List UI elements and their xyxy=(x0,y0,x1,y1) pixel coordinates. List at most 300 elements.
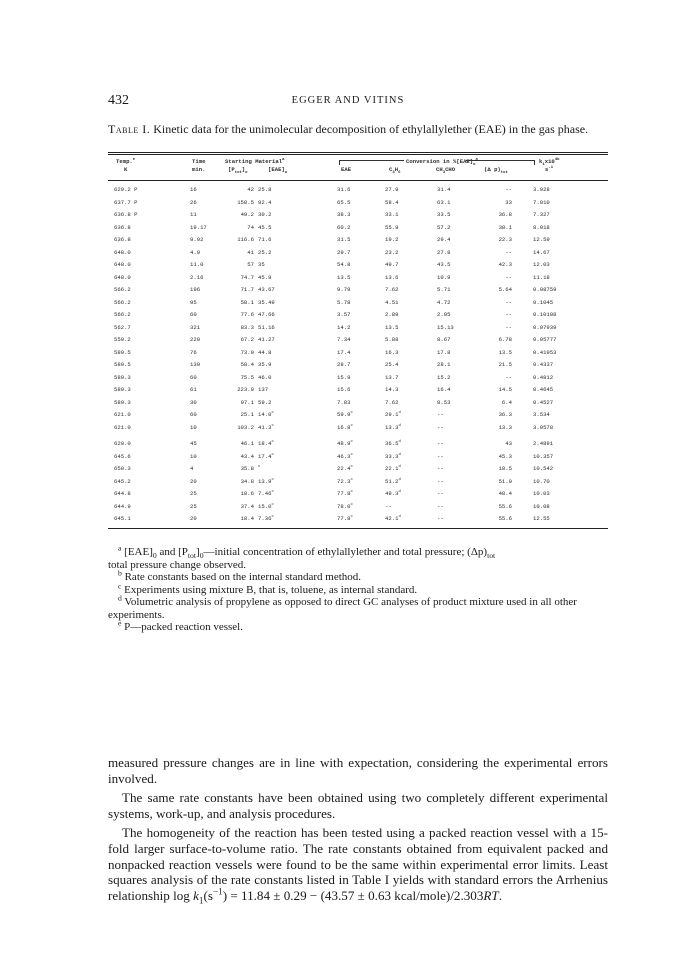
cell-temp: 645.1 xyxy=(114,515,131,522)
cell-time: 11.0 xyxy=(190,261,204,268)
cell-temp: 589.5 xyxy=(114,348,131,356)
cell-k1: 0.4527 xyxy=(533,398,554,406)
cell-k1: 14.67 xyxy=(533,248,550,256)
footnote-c: $^c$ Experiments using mixture B, that is, toluene, as internal standard. xyxy=(118,580,418,596)
cell-conv-ch3cho: 57.2 xyxy=(437,223,451,231)
cell-eae-initial: 35.49 xyxy=(258,298,275,306)
cell-dp-tot: -- xyxy=(505,248,512,256)
cell-dp-tot: -- xyxy=(505,273,512,281)
footnote-a-cont: total pressure change observed. xyxy=(108,558,247,571)
cell-conv-ch3cho: -- xyxy=(437,411,444,418)
cell-conv-c3h6: -- xyxy=(385,502,392,510)
cell-conv-ch3cho: 43.5 xyxy=(437,261,451,268)
header-temp: Temp.$^e$ xyxy=(116,158,136,165)
cell-temp: 648.0 xyxy=(114,261,131,268)
cell-temp: 636.8 xyxy=(114,223,131,231)
cell-conv-c3h6: 51.2$^d$ xyxy=(385,477,401,485)
cell-k1: 0.05777 xyxy=(533,336,557,343)
cell-conv-eae: 7.34 xyxy=(337,336,351,343)
footnotes xyxy=(108,543,608,634)
cell-ptot: 103.2 xyxy=(237,423,254,431)
table-row xyxy=(0,261,696,270)
cell-temp: 650.3 xyxy=(114,465,131,472)
cell-conv-ch3cho: 2.95 xyxy=(437,311,451,318)
cell-eae-initial: 13.9$^c$ xyxy=(258,477,274,485)
cell-eae-initial: 137 xyxy=(258,386,269,393)
cell-conv-eae: 48.9$^c$ xyxy=(337,440,353,447)
cell-conv-ch3cho: 29.4 xyxy=(437,236,451,243)
cell-ptot: 116.6 xyxy=(237,236,254,243)
cell-dp-tot: 36.8 xyxy=(498,211,512,218)
cell-conv-eae: 22.4$^c$ xyxy=(337,465,353,472)
table-row xyxy=(0,453,696,462)
cell-ptot: 41 xyxy=(247,248,254,256)
cell-conv-eae: 78.0$^c$ xyxy=(337,502,353,510)
cell-k1: 0.41953 xyxy=(533,348,557,356)
table-row xyxy=(0,515,696,524)
cell-conv-ch3cho: 8.67 xyxy=(437,336,451,343)
cell-eae-initial: 25.8 xyxy=(258,186,272,193)
table-row xyxy=(0,374,696,383)
cell-dp-tot: 55.6 xyxy=(498,515,512,522)
cell-ptot: 77.6 xyxy=(240,311,254,318)
cell-conv-eae: 5.78 xyxy=(337,298,351,306)
cell-temp: 645.2 xyxy=(114,477,131,485)
cell-dp-tot: 55.6 xyxy=(498,502,512,510)
table-row xyxy=(0,478,696,487)
cell-ptot: 73.0 xyxy=(240,348,254,356)
cell-time: 9.92 xyxy=(190,236,204,243)
table-row xyxy=(0,199,696,208)
cell-ptot: 49.2 xyxy=(240,211,254,218)
cell-dp-tot: 6.4 xyxy=(501,398,512,406)
footnote-e: $^e$ P—packed reaction vessel. xyxy=(118,618,243,633)
conversion-bracket-right xyxy=(466,160,535,165)
cell-conv-c3h6: 33.3$^d$ xyxy=(385,452,401,460)
cell-k1: 0.10108 xyxy=(533,311,557,318)
table-row xyxy=(0,361,696,370)
cell-conv-c3h6: 49.3$^d$ xyxy=(385,490,401,497)
cell-dp-tot: 5.64 xyxy=(498,286,512,293)
cell-temp: 566.2 xyxy=(114,286,131,293)
conversion-bracket-left xyxy=(339,160,404,165)
cell-conv-c3h6: 2.89 xyxy=(385,311,399,318)
cell-ptot: 223.9 xyxy=(237,386,254,393)
cell-conv-ch3cho: -- xyxy=(437,440,444,447)
cell-conv-c3h6: 13.6 xyxy=(385,273,399,281)
table-row xyxy=(0,465,696,474)
cell-conv-ch3cho: 27.8 xyxy=(437,248,451,256)
cell-eae-initial: 43.67 xyxy=(258,286,275,293)
cell-conv-eae: 46.3$^c$ xyxy=(337,452,353,460)
page-number: 432 xyxy=(108,93,129,108)
cell-temp: 645.6 xyxy=(114,452,131,460)
cell-time: 20 xyxy=(190,515,197,522)
cell-ptot: 58.4 xyxy=(240,361,254,368)
cell-dp-tot: 22.3 xyxy=(498,236,512,243)
table-row xyxy=(0,490,696,499)
body-paragraph-1: measured pressure changes are in line with expectation, considering the experimental errors involved. xyxy=(108,755,608,786)
table-row xyxy=(0,336,696,345)
cell-k1: 7.010 xyxy=(533,198,550,206)
cell-eae-initial: 59.2 xyxy=(258,398,272,406)
cell-ptot: 97.1 xyxy=(240,398,254,406)
cell-conv-eae: 77.8$^c$ xyxy=(337,515,353,522)
cell-time: 321 xyxy=(190,323,201,331)
cell-time: 19.17 xyxy=(190,223,207,231)
cell-eae-initial: 18.4$^c$ xyxy=(258,440,274,447)
cell-eae-initial: 71.6 xyxy=(258,236,272,243)
header-time: Time xyxy=(192,158,206,165)
cell-conv-eae: 59.9$^c$ xyxy=(337,411,353,418)
cell-eae-initial: 45.5 xyxy=(258,223,272,231)
cell-conv-eae: 77.8$^c$ xyxy=(337,490,353,497)
cell-dp-tot: 18.5 xyxy=(498,465,512,472)
cell-conv-ch3cho: 15.2 xyxy=(437,373,451,381)
cell-eae-initial: 92.4 xyxy=(258,198,272,206)
cell-eae-initial: 14.0$^c$ xyxy=(258,411,274,418)
cell-k1: 12.59 xyxy=(533,236,550,243)
cell-conv-c3h6: 49.7 xyxy=(385,261,399,268)
cell-conv-ch3cho: 10.9 xyxy=(437,273,451,281)
cell-temp: 566.2 xyxy=(114,311,131,318)
cell-conv-ch3cho: -- xyxy=(437,452,444,460)
cell-conv-eae: 28.7 xyxy=(337,361,351,368)
cell-conv-ch3cho: -- xyxy=(437,515,444,522)
cell-conv-c3h6: 16.3 xyxy=(385,348,399,356)
table-row xyxy=(0,324,696,333)
cell-k1: 11.18 xyxy=(533,273,550,281)
cell-k1: 10.08 xyxy=(533,502,550,510)
footnote-b: $^b$ Rate constants based on the internal standard method. xyxy=(118,568,362,583)
cell-ptot: 18.6 xyxy=(240,490,254,497)
cell-time: 60 xyxy=(190,311,197,318)
cell-conv-eae: 13.5 xyxy=(337,273,351,281)
header-col-c3h6: $C_3H_6$ xyxy=(389,166,401,176)
cell-conv-eae: 14.2 xyxy=(337,323,351,331)
cell-time: 20 xyxy=(190,477,197,485)
table-row xyxy=(0,224,696,233)
cell-dp-tot: 6.78 xyxy=(498,336,512,343)
cell-eae-initial: 35.9 xyxy=(258,361,272,368)
table-bottom-rule xyxy=(108,528,608,529)
cell-conv-c3h6: 4.51 xyxy=(385,298,399,306)
cell-eae-initial: 51.16 xyxy=(258,323,275,331)
cell-eae-initial: 41.3$^c$ xyxy=(258,423,274,431)
cell-conv-c3h6: 5.88 xyxy=(385,336,399,343)
cell-time: 4 xyxy=(190,465,194,472)
header-eae-initial: $[EAE]_o$ xyxy=(268,166,288,176)
body-text xyxy=(108,755,608,907)
cell-conv-eae: 15.6 xyxy=(337,386,351,393)
cell-conv-eae: 7.83 xyxy=(337,398,351,406)
cell-conv-ch3cho: 4.72 xyxy=(437,298,451,306)
cell-conv-eae: 31.6 xyxy=(337,186,351,193)
cell-conv-eae: 15.9 xyxy=(337,373,351,381)
cell-dp-tot: -- xyxy=(505,373,512,381)
table-header-row-2 xyxy=(0,166,696,175)
cell-dp-tot: 14.5 xyxy=(498,386,512,393)
cell-conv-c3h6: 25.4 xyxy=(385,361,399,368)
table-row xyxy=(0,503,696,512)
cell-temp: 636.8 xyxy=(114,236,131,243)
cell-time: 61 xyxy=(190,386,197,393)
cell-dp-tot: 33 xyxy=(505,198,512,206)
table-row xyxy=(0,274,696,283)
cell-ptot: 25.1 xyxy=(240,411,254,418)
cell-ptot: 18.4 xyxy=(240,515,254,522)
footnote-a: $^a$ $[EAE]_0$ and $[P_{tot}]_0—initial$ concentration of ethylallylether and total pressure; $(\Delta p)_{tot}$ xyxy=(118,543,496,561)
cell-eae-initial: 7.46$^c$ xyxy=(258,490,274,497)
cell-temp: 589.5 xyxy=(114,361,131,368)
table-row xyxy=(0,411,696,420)
cell-temp: 566.2 xyxy=(114,298,131,306)
cell-conv-c3h6: 33.1 xyxy=(385,211,399,218)
cell-dp-tot: 48.4 xyxy=(498,490,512,497)
cell-k1: 7.327 xyxy=(533,211,550,218)
cell-conv-ch3cho: 33.5 xyxy=(437,211,451,218)
table-row xyxy=(0,440,696,449)
table-top-rule xyxy=(108,152,608,153)
cell-conv-ch3cho: 28.1 xyxy=(437,361,451,368)
cell-k1: 3.534 xyxy=(533,411,550,418)
cell-temp: 559.2 xyxy=(114,336,131,343)
cell-conv-ch3cho: -- xyxy=(437,490,444,497)
cell-k1: 0.4645 xyxy=(533,386,554,393)
cell-conv-eae: 65.5 xyxy=(337,198,351,206)
cell-conv-eae: 60.2 xyxy=(337,223,351,231)
cell-dp-tot: 13.5 xyxy=(498,348,512,356)
cell-ptot: 43.4 xyxy=(240,452,254,460)
cell-conv-c3h6: 29.1$^d$ xyxy=(385,411,401,418)
cell-time: 2.16 xyxy=(190,273,204,281)
cell-conv-c3h6: 7.62 xyxy=(385,286,399,293)
cell-temp: 620.0 xyxy=(114,440,131,447)
header-col-ch3cho: $CH_3CHO$ xyxy=(436,166,456,176)
table-row xyxy=(0,386,696,395)
cell-eae-initial: 35 xyxy=(258,261,265,268)
cell-time: 26 xyxy=(190,198,197,206)
cell-dp-tot: 13.3 xyxy=(498,423,512,431)
cell-time: 60 xyxy=(190,411,197,418)
cell-temp: 621.0 xyxy=(114,423,131,431)
cell-dp-tot: 42.3 xyxy=(498,261,512,268)
cell-time: 10 xyxy=(190,423,197,431)
cell-ptot: 42 xyxy=(247,186,254,193)
cell-conv-eae: 3.57 xyxy=(337,311,351,318)
cell-conv-ch3cho: -- xyxy=(437,465,444,472)
cell-ptot: 74 xyxy=(247,223,254,231)
cell-temp: 589.3 xyxy=(114,398,131,406)
cell-eae-initial: 7.36$^c$ xyxy=(258,515,274,522)
cell-time: 130 xyxy=(190,361,201,368)
cell-conv-c3h6: 13.3$^d$ xyxy=(385,423,401,431)
table-row xyxy=(0,299,696,308)
cell-conv-eae: 29.7 xyxy=(337,248,351,256)
cell-conv-ch3cho: 5.71 xyxy=(437,286,451,293)
cell-temp: 644.8 xyxy=(114,490,131,497)
table-row xyxy=(0,236,696,245)
cell-ptot: 37.4 xyxy=(240,502,254,510)
cell-k1: 3.0578 xyxy=(533,423,554,431)
cell-temp: 562.7 xyxy=(114,323,131,331)
cell-time: 220 xyxy=(190,336,201,343)
table-row xyxy=(0,186,696,195)
header-ptot: $[P_{tot}]_o$ xyxy=(228,166,248,176)
header-conversion: Conversion in $\%[EAE]_o^a$ xyxy=(406,158,478,168)
cell-dp-tot: -- xyxy=(505,311,512,318)
cell-ptot: 46.1 xyxy=(240,440,254,447)
cell-conv-c3h6: 13.7 xyxy=(385,373,399,381)
cell-ptot: 35.8 xyxy=(240,465,254,472)
cell-eae-initial: 44.8 xyxy=(258,348,272,356)
cell-eae-initial: 30.2 xyxy=(258,211,272,218)
footnote-d: $^d$ Volumetric analysis of propylene as opposed to direct GC analyses of product mixture used in all other experiments. xyxy=(108,593,577,621)
cell-eae-initial: 25.2 xyxy=(258,248,272,256)
cell-time: 25 xyxy=(190,502,197,510)
header-col-dp: (Δ $p)_{tot}$ xyxy=(484,166,508,176)
cell-k1: 12.55 xyxy=(533,515,550,522)
cell-temp: 644.9 xyxy=(114,502,131,510)
cell-conv-ch3cho: 63.1 xyxy=(437,198,451,206)
cell-dp-tot: -- xyxy=(505,186,512,193)
cell-temp: 648.0 xyxy=(114,273,131,281)
cell-eae-initial: 47.66 xyxy=(258,311,275,318)
cell-dp-tot: 43 xyxy=(505,440,512,447)
cell-dp-tot: -- xyxy=(505,298,512,306)
header-time-unit: min. xyxy=(192,166,206,173)
table-header-rule xyxy=(108,180,608,181)
cell-ptot: 57 xyxy=(247,261,254,268)
table-row xyxy=(0,311,696,320)
table-row xyxy=(0,286,696,295)
cell-conv-ch3cho: -- xyxy=(437,423,444,431)
header-k1: $k_1x10^{4b}$ xyxy=(539,158,560,168)
cell-conv-ch3cho: -- xyxy=(437,502,444,510)
cell-time: 30 xyxy=(190,398,197,406)
cell-k1: 10.357 xyxy=(533,452,554,460)
table-top-rule-2 xyxy=(108,154,608,155)
cell-k1: 0.4812 xyxy=(533,373,554,381)
running-head: EGGER AND VITINS xyxy=(291,95,405,106)
table-caption-text: Kinetic data for the unimolecular decomposition of ethylallylether (EAE) in the gas phase. xyxy=(153,122,589,136)
cell-temp: 621.0 xyxy=(114,411,131,418)
cell-time: 11 xyxy=(190,211,197,218)
table-row xyxy=(0,399,696,408)
cell-conv-eae: 9.79 xyxy=(337,286,351,293)
cell-conv-c3h6: 36.5$^d$ xyxy=(385,440,401,447)
cell-k1: 10.03 xyxy=(533,490,550,497)
cell-k1: 0.4337 xyxy=(533,361,554,368)
cell-conv-eae: 16.8$^c$ xyxy=(337,423,353,431)
cell-ptot: 58.1 xyxy=(240,298,254,306)
body-paragraph-3: The homogeneity of the reaction has been tested using a packed reaction vessel with a 15-fold larger surface-to-volume ratio. The rate constants obtained from equivalent packed and nonpacked reaction vessels were found to be the same within experimental error limits. Least squares analysis of the rate constants listed in Table I yields with standard errors the Arrhenius relationship $\log k_1(s^{-1}) = 11.84 \pm 0.29 - (43.57 \pm 0.63$ kcal/mole)/2.303RT. xyxy=(108,825,608,906)
cell-eae-initial: 41.27 xyxy=(258,336,275,343)
cell-k1: 0.07939 xyxy=(533,323,557,331)
cell-conv-c3h6: 22.1$^d$ xyxy=(385,465,401,472)
cell-time: 76 xyxy=(190,348,197,356)
cell-k1: 2.4891 xyxy=(533,440,554,447)
cell-ptot: 75.5 xyxy=(240,373,254,381)
cell-ptot: 74.7 xyxy=(240,273,254,281)
cell-temp: 589.3 xyxy=(114,386,131,393)
cell-k1: 12.03 xyxy=(533,261,550,268)
cell-conv-ch3cho: 8.53 xyxy=(437,398,451,406)
body-paragraph-2: The same rate constants have been obtained using two completely different experimental systems, work-up, and analysis procedures. xyxy=(108,790,608,821)
cell-conv-eae: 17.4 xyxy=(337,348,351,356)
cell-conv-c3h6: 58.4 xyxy=(385,198,399,206)
cell-time: 196 xyxy=(190,286,201,293)
cell-dp-tot: 38.1 xyxy=(498,223,512,231)
cell-k1: 10.542 xyxy=(533,465,554,472)
cell-k1: 3.928 xyxy=(533,186,550,193)
header-k1-unit: $s^{-1}$ xyxy=(545,166,554,173)
cell-temp: 648.0 xyxy=(114,248,131,256)
cell-conv-eae: 31.5 xyxy=(337,236,351,243)
cell-dp-tot: 36.3 xyxy=(498,411,512,418)
cell-eae-initial: 15.0$^c$ xyxy=(258,502,274,510)
cell-conv-eae: 72.3$^c$ xyxy=(337,477,353,485)
cell-time: 4.0 xyxy=(190,248,201,256)
cell-conv-c3h6: 19.2 xyxy=(385,236,399,243)
cell-dp-tot: -- xyxy=(505,323,512,331)
cell-conv-c3h6: 55.9 xyxy=(385,223,399,231)
cell-conv-c3h6: 27.9 xyxy=(385,186,399,193)
cell-time: 10 xyxy=(190,452,197,460)
cell-conv-eae: 38.3 xyxy=(337,211,351,218)
cell-dp-tot: 51.0 xyxy=(498,477,512,485)
header-starting-material: Starting Material$^a$ xyxy=(225,158,285,165)
cell-conv-eae: 54.8 xyxy=(337,261,351,268)
cell-k1: 0.1045 xyxy=(533,298,554,306)
table-row xyxy=(0,424,696,433)
cell-temp: 637.7 P xyxy=(114,198,138,206)
cell-conv-ch3cho: 31.4 xyxy=(437,186,451,193)
cell-conv-ch3cho: 17.8 xyxy=(437,348,451,356)
cell-temp: 629.2 P xyxy=(114,186,138,193)
cell-conv-ch3cho: 15.13 xyxy=(437,323,454,331)
cell-conv-c3h6: 23.2 xyxy=(385,248,399,256)
cell-time: 25 xyxy=(190,490,197,497)
cell-conv-ch3cho: -- xyxy=(437,477,444,485)
cell-conv-c3h6: 14.3 xyxy=(385,386,399,393)
cell-time: 95 xyxy=(190,298,197,306)
table-caption-label: Table I. xyxy=(108,122,151,136)
cell-conv-c3h6: 7.62 xyxy=(385,398,399,406)
cell-ptot: 83.3 xyxy=(240,323,254,331)
cell-ptot: 150.5 xyxy=(237,198,254,206)
cell-k1: 0.08759 xyxy=(533,286,557,293)
table-row xyxy=(0,249,696,258)
table-row xyxy=(0,349,696,358)
header-col-eae: EAE xyxy=(341,166,352,173)
cell-ptot: 34.8 xyxy=(240,477,254,485)
cell-dp-tot: 45.3 xyxy=(498,452,512,460)
cell-dp-tot: 21.5 xyxy=(498,361,512,368)
cell-conv-c3h6: 42.1$^d$ xyxy=(385,515,401,522)
cell-temp: 636.8 P xyxy=(114,211,138,218)
header-temp-unit: K xyxy=(124,166,128,173)
table-caption xyxy=(108,122,608,136)
cell-time: 45 xyxy=(190,440,197,447)
cell-eae-initial: 46.0 xyxy=(258,373,272,381)
cell-time: 16 xyxy=(190,186,197,193)
cell-ptot: 71.7 xyxy=(240,286,254,293)
cell-conv-ch3cho: 16.4 xyxy=(437,386,451,393)
cell-conv-c3h6: 13.5 xyxy=(385,323,399,331)
cell-eae-initial: 45.9 xyxy=(258,273,272,281)
cell-temp: 589.3 xyxy=(114,373,131,381)
